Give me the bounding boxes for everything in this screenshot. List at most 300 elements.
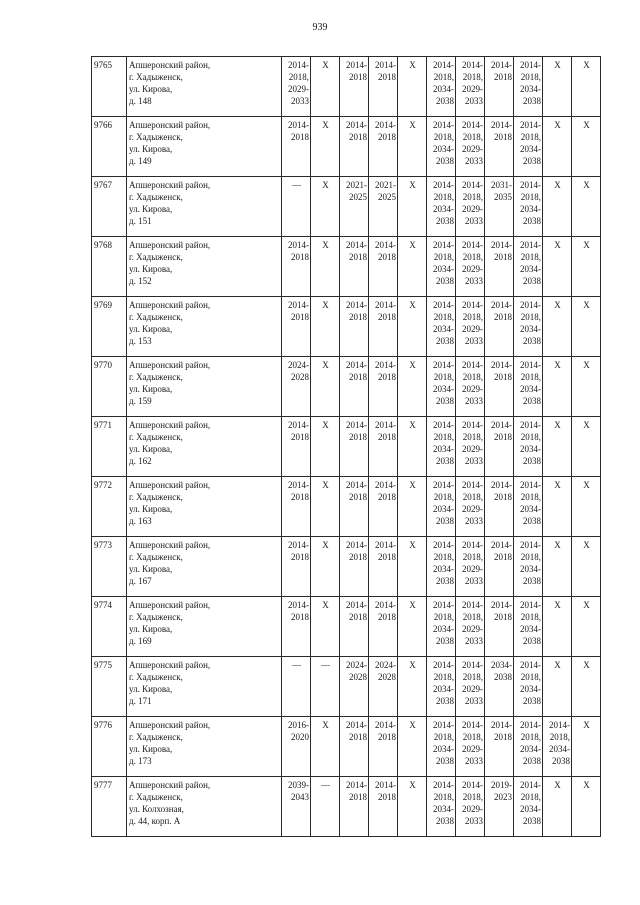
period-line: 2018 <box>494 312 512 322</box>
period-cell <box>427 117 456 177</box>
period-cell <box>311 297 340 357</box>
period-line: 2029- <box>462 84 483 94</box>
period-line: 2018, <box>433 792 454 802</box>
period-line: — <box>321 780 330 790</box>
period-line: X <box>322 120 329 130</box>
period-cell <box>427 597 456 657</box>
period-line: 2014- <box>491 360 512 370</box>
period-line: 2034- <box>433 84 454 94</box>
period-line: 2034- <box>520 264 541 274</box>
period-cell <box>514 357 543 417</box>
period-cell <box>485 117 514 177</box>
address-line: ул. Кирова, <box>129 624 173 634</box>
period-line: 2034- <box>433 624 454 634</box>
address-cell <box>127 537 282 597</box>
period-line: X <box>583 720 590 730</box>
period-line: X <box>554 60 561 70</box>
period-cell <box>543 717 572 777</box>
period-line: 2018 <box>291 312 309 322</box>
period-line: 2034- <box>433 324 454 334</box>
period-line: X <box>409 360 416 370</box>
period-line: 2014- <box>346 540 367 550</box>
period-cell <box>485 297 514 357</box>
period-line: X <box>409 180 416 190</box>
period-line: X <box>322 180 329 190</box>
period-line: 2018, <box>462 612 483 622</box>
period-line: 2014- <box>549 720 570 730</box>
period-line: 2034- <box>433 204 454 214</box>
row-number-cell: 9768 <box>92 237 127 297</box>
period-line: 2018 <box>291 252 309 262</box>
address-cell <box>127 597 282 657</box>
period-cell <box>398 477 427 537</box>
period-line: 2018 <box>349 792 367 802</box>
period-cell <box>514 597 543 657</box>
address-line: ул. Кирова, <box>129 444 173 454</box>
period-cell <box>543 657 572 717</box>
period-line: 2014- <box>375 240 396 250</box>
address-cell <box>127 57 282 117</box>
period-line: X <box>583 300 590 310</box>
period-line: 2018 <box>494 132 512 142</box>
table-row <box>92 237 601 297</box>
period-line: X <box>322 420 329 430</box>
period-cell <box>572 237 601 297</box>
period-cell <box>427 477 456 537</box>
period-line: 2033 <box>465 156 483 166</box>
address-line: ул. Кирова, <box>129 324 173 334</box>
period-cell <box>543 237 572 297</box>
table-row <box>92 597 601 657</box>
period-line: 2025 <box>349 192 367 202</box>
period-cell <box>311 177 340 237</box>
period-line: X <box>583 120 590 130</box>
period-cell <box>572 777 601 837</box>
period-line: 2034- <box>549 744 570 754</box>
period-line: 2014- <box>375 360 396 370</box>
period-line: 2018, <box>433 672 454 682</box>
address-line: Апшеронский район, <box>129 120 211 130</box>
period-cell <box>543 777 572 837</box>
period-line: X <box>554 300 561 310</box>
period-line: 2014- <box>433 180 454 190</box>
period-cell <box>485 57 514 117</box>
period-line: 2033 <box>465 396 483 406</box>
period-cell <box>543 297 572 357</box>
period-line: 2038 <box>494 672 512 682</box>
period-line: 2014- <box>462 600 483 610</box>
period-line: 2014- <box>520 660 541 670</box>
period-line: X <box>554 360 561 370</box>
period-line: 2033 <box>291 96 309 106</box>
period-line: 2014- <box>520 240 541 250</box>
period-line: X <box>554 600 561 610</box>
period-cell <box>369 297 398 357</box>
period-line: 2018, <box>433 132 454 142</box>
period-cell <box>543 177 572 237</box>
period-line: 2014- <box>462 180 483 190</box>
period-line: 2029- <box>462 144 483 154</box>
period-line: 2014- <box>520 480 541 490</box>
period-line: 2014- <box>491 540 512 550</box>
period-line: 2014- <box>491 300 512 310</box>
period-line: 2014- <box>520 600 541 610</box>
period-line: 2018, <box>520 132 541 142</box>
period-cell <box>427 417 456 477</box>
period-cell <box>456 57 485 117</box>
period-line: 2034- <box>520 204 541 214</box>
period-line: 2029- <box>462 504 483 514</box>
address-cell <box>127 357 282 417</box>
period-line: 2014- <box>346 240 367 250</box>
period-cell <box>514 57 543 117</box>
period-cell <box>456 777 485 837</box>
period-cell <box>485 537 514 597</box>
period-line: 2018, <box>462 492 483 502</box>
address-line: г. Хадыженск, <box>129 312 183 322</box>
period-line: 2014- <box>491 600 512 610</box>
period-cell <box>398 57 427 117</box>
period-cell <box>282 57 311 117</box>
period-line: 2018 <box>349 252 367 262</box>
period-line: X <box>583 420 590 430</box>
table-row <box>92 117 601 177</box>
period-cell <box>340 417 369 477</box>
period-line: 2014- <box>433 420 454 430</box>
period-line: 2014- <box>520 180 541 190</box>
table-row <box>92 537 601 597</box>
period-line: 2033 <box>465 756 483 766</box>
period-line: 2035 <box>494 192 512 202</box>
period-line: 2014- <box>433 60 454 70</box>
period-line: X <box>409 540 416 550</box>
period-cell <box>311 357 340 417</box>
period-line: 2018 <box>291 612 309 622</box>
period-cell <box>340 777 369 837</box>
period-cell <box>282 297 311 357</box>
address-line: г. Хадыженск, <box>129 792 183 802</box>
period-line: 2014- <box>491 120 512 130</box>
period-line: 2034- <box>520 444 541 454</box>
period-line: X <box>583 180 590 190</box>
period-line: 2014- <box>491 420 512 430</box>
row-number-cell: 9775 <box>92 657 127 717</box>
address-line: ул. Кирова, <box>129 384 173 394</box>
period-line: 2038 <box>436 756 454 766</box>
address-cell <box>127 117 282 177</box>
address-cell <box>127 657 282 717</box>
period-cell <box>427 237 456 297</box>
period-line: X <box>409 660 416 670</box>
address-cell <box>127 777 282 837</box>
row-number-cell: 9767 <box>92 177 127 237</box>
period-line: 2018 <box>291 492 309 502</box>
address-line: г. Хадыженск, <box>129 372 183 382</box>
period-line: 2018 <box>378 732 396 742</box>
period-line: 2014- <box>346 480 367 490</box>
period-line: 2038 <box>523 756 541 766</box>
period-cell <box>369 417 398 477</box>
period-line: 2014- <box>520 120 541 130</box>
period-line: 2033 <box>465 636 483 646</box>
period-cell <box>282 417 311 477</box>
period-line: 2018 <box>291 552 309 562</box>
period-cell <box>514 417 543 477</box>
period-line: 2018, <box>520 372 541 382</box>
period-line: 2018, <box>462 252 483 262</box>
period-cell <box>427 537 456 597</box>
period-cell <box>485 357 514 417</box>
period-line: 2018 <box>378 252 396 262</box>
period-line: 2034- <box>520 324 541 334</box>
period-cell <box>427 657 456 717</box>
period-line: X <box>583 780 590 790</box>
table-row <box>92 777 601 837</box>
period-cell <box>427 777 456 837</box>
address-line: г. Хадыженск, <box>129 672 183 682</box>
row-number-cell: 9769 <box>92 297 127 357</box>
period-line: 2018 <box>494 552 512 562</box>
period-line: X <box>583 480 590 490</box>
period-cell <box>514 717 543 777</box>
address-line: Апшеронский район, <box>129 720 211 730</box>
period-cell <box>340 597 369 657</box>
period-cell <box>282 237 311 297</box>
period-line: 2018 <box>349 72 367 82</box>
period-cell <box>369 237 398 297</box>
row-number-cell: 9772 <box>92 477 127 537</box>
period-cell <box>485 177 514 237</box>
address-line: г. Хадыженск, <box>129 732 183 742</box>
period-cell <box>456 477 485 537</box>
period-cell <box>543 597 572 657</box>
period-cell <box>543 477 572 537</box>
address-line: г. Хадыженск, <box>129 72 183 82</box>
period-cell <box>543 357 572 417</box>
period-line: 2039- <box>288 780 309 790</box>
period-cell <box>456 717 485 777</box>
period-cell <box>514 657 543 717</box>
period-cell <box>311 117 340 177</box>
period-line: 2038 <box>523 96 541 106</box>
period-cell <box>485 237 514 297</box>
period-cell <box>369 537 398 597</box>
period-cell <box>456 357 485 417</box>
period-cell <box>311 237 340 297</box>
period-line: 2018, <box>433 432 454 442</box>
period-line: 2014- <box>491 720 512 730</box>
period-line: 2018 <box>494 252 512 262</box>
period-cell <box>398 717 427 777</box>
row-number-cell: 9777 <box>92 777 127 837</box>
address-line: г. Хадыженск, <box>129 492 183 502</box>
period-cell <box>282 717 311 777</box>
period-line: 2014- <box>433 540 454 550</box>
period-line: 2014- <box>491 60 512 70</box>
period-line: X <box>322 300 329 310</box>
period-cell <box>514 297 543 357</box>
period-line: 2018, <box>433 372 454 382</box>
period-line: 2018, <box>520 492 541 502</box>
period-cell <box>282 117 311 177</box>
period-line: — <box>321 660 330 670</box>
period-line: 2014- <box>346 600 367 610</box>
period-cell <box>340 177 369 237</box>
row-number-cell: 9766 <box>92 117 127 177</box>
address-line: Апшеронский район, <box>129 780 211 790</box>
period-line: 2029- <box>288 84 309 94</box>
address-line: д. 151 <box>129 216 152 226</box>
period-line: 2014- <box>520 780 541 790</box>
period-line: 2014- <box>462 480 483 490</box>
period-cell <box>398 417 427 477</box>
period-line: 2014- <box>288 300 309 310</box>
period-line: X <box>409 300 416 310</box>
period-line: 2018 <box>349 492 367 502</box>
period-cell <box>427 177 456 237</box>
period-cell <box>456 417 485 477</box>
period-cell <box>485 717 514 777</box>
period-line: 2033 <box>465 576 483 586</box>
period-line: X <box>322 540 329 550</box>
table-row <box>92 297 601 357</box>
period-cell <box>543 57 572 117</box>
period-cell <box>340 717 369 777</box>
address-line: д. 44, корп. А <box>129 816 181 826</box>
period-line: 2018 <box>378 432 396 442</box>
period-line: 2018 <box>378 372 396 382</box>
period-cell <box>311 597 340 657</box>
period-line: 2014- <box>288 420 309 430</box>
period-line: 2014- <box>375 720 396 730</box>
period-cell <box>340 357 369 417</box>
period-cell <box>398 357 427 417</box>
address-cell <box>127 177 282 237</box>
period-line: 2018, <box>288 72 309 82</box>
period-line: X <box>409 420 416 430</box>
period-line: 2018, <box>520 252 541 262</box>
period-cell <box>369 657 398 717</box>
period-line: X <box>322 480 329 490</box>
period-line: 2021- <box>375 180 396 190</box>
period-cell <box>572 597 601 657</box>
period-line: X <box>583 600 590 610</box>
address-line: ул. Кирова, <box>129 564 173 574</box>
period-line: 2029- <box>462 444 483 454</box>
period-line: 2014- <box>346 720 367 730</box>
period-line: 2014- <box>346 360 367 370</box>
address-line: д. 169 <box>129 636 152 646</box>
period-line: 2033 <box>465 816 483 826</box>
period-line: 2018, <box>433 72 454 82</box>
row-number-cell: 9765 <box>92 57 127 117</box>
period-line: 2018, <box>433 732 454 742</box>
period-cell <box>572 717 601 777</box>
period-line: 2018 <box>349 552 367 562</box>
address-line: ул. Кирова, <box>129 144 173 154</box>
period-line: 2038 <box>523 216 541 226</box>
period-line: 2014- <box>462 780 483 790</box>
period-line: 2014- <box>288 600 309 610</box>
period-cell <box>369 357 398 417</box>
period-cell <box>543 417 572 477</box>
table-row <box>92 657 601 717</box>
address-line: ул. Кирова, <box>129 684 173 694</box>
address-line: д. 148 <box>129 96 152 106</box>
period-line: 2014- <box>433 360 454 370</box>
period-cell <box>572 357 601 417</box>
address-line: ул. Кирова, <box>129 204 173 214</box>
period-cell <box>282 177 311 237</box>
period-line: 2038 <box>523 456 541 466</box>
period-line: 2014- <box>375 120 396 130</box>
period-line: X <box>554 120 561 130</box>
period-line: 2029- <box>462 744 483 754</box>
address-line: Апшеронский район, <box>129 60 211 70</box>
period-line: X <box>554 480 561 490</box>
period-line: 2014- <box>375 60 396 70</box>
period-line: 2028 <box>349 672 367 682</box>
period-line: 2018 <box>378 132 396 142</box>
period-cell <box>282 537 311 597</box>
period-line: 2024- <box>288 360 309 370</box>
period-line: 2021- <box>346 180 367 190</box>
period-line: X <box>554 540 561 550</box>
period-line: 2029- <box>462 684 483 694</box>
period-line: X <box>583 60 590 70</box>
period-cell <box>311 57 340 117</box>
period-line: 2014- <box>375 300 396 310</box>
period-line: 2038 <box>436 156 454 166</box>
period-line: X <box>322 360 329 370</box>
period-cell <box>398 237 427 297</box>
period-line: 2034- <box>520 624 541 634</box>
period-line: 2018 <box>378 492 396 502</box>
period-line: 2038 <box>436 396 454 406</box>
housing-repair-schedule-table <box>91 56 601 837</box>
period-line: 2043 <box>291 792 309 802</box>
period-cell <box>311 537 340 597</box>
period-line: X <box>409 120 416 130</box>
address-line: д. 167 <box>129 576 152 586</box>
period-line: 2014- <box>462 420 483 430</box>
period-line: 2018, <box>462 672 483 682</box>
address-line: ул. Кирова, <box>129 744 173 754</box>
period-cell <box>282 357 311 417</box>
period-line: 2018, <box>520 192 541 202</box>
period-line: 2029- <box>462 204 483 214</box>
period-line: 2029- <box>462 624 483 634</box>
period-line: 2014- <box>520 300 541 310</box>
address-cell <box>127 417 282 477</box>
period-cell <box>572 57 601 117</box>
period-line: 2034- <box>433 744 454 754</box>
period-line: 2038 <box>436 96 454 106</box>
period-line: 2018 <box>349 432 367 442</box>
period-line: 2038 <box>552 756 570 766</box>
period-cell <box>369 777 398 837</box>
period-line: 2014- <box>462 540 483 550</box>
period-cell <box>485 657 514 717</box>
period-line: 2034- <box>433 804 454 814</box>
period-line: 2018 <box>378 792 396 802</box>
address-line: Апшеронский район, <box>129 240 211 250</box>
period-line: 2014- <box>462 360 483 370</box>
period-line: 2031- <box>491 180 512 190</box>
period-line: 2014- <box>375 480 396 490</box>
period-cell <box>340 117 369 177</box>
period-cell <box>485 477 514 537</box>
